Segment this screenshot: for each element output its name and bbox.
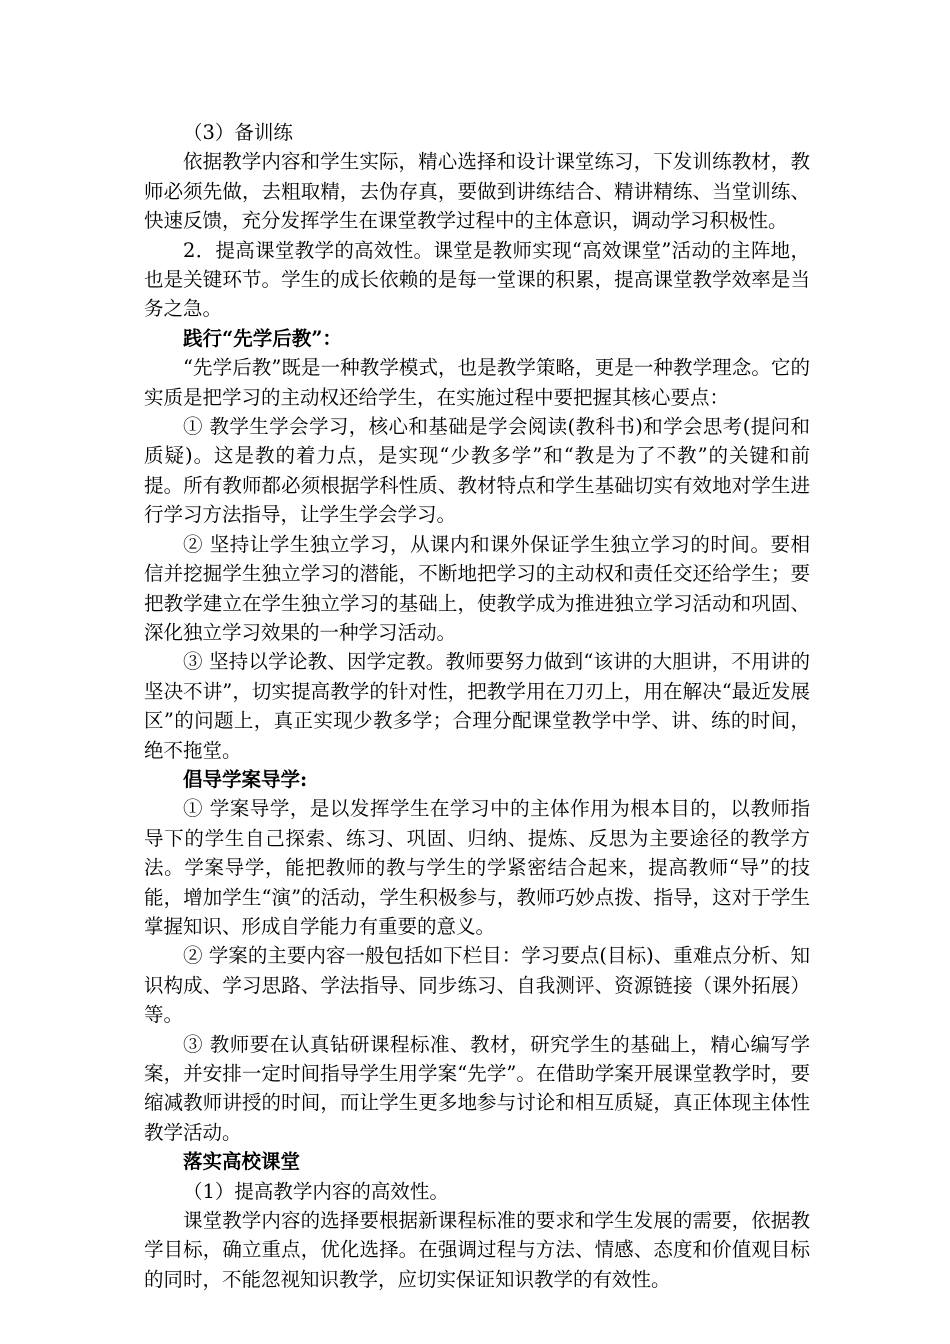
paragraph: （1）提高教学内容的高效性。 bbox=[183, 1179, 449, 1203]
section-heading: 践行“先学后教”： bbox=[183, 326, 342, 350]
paragraph: ② 坚持让学生独立学习，从课内和课外保证学生独立学习的时间。要相信并挖掘学生独立学习的潜能，不断地把学习的主动权和责任交还给学生；要把教学建立在学生独立学习的基础上，使教学成为推进独立学习活动和巩固、深化独立学习效果的一种学习活动。 bbox=[144, 532, 810, 644]
paragraph: ③ 坚持以学论教、因学定教。教师要努力做到“该讲的大胆讲，不用讲的坚决不讲”，切实提高教学的针对性，把教学用在刀刃上，用在解决“最近发展区”的问题上，真正实现少教多学；合理分配课堂教学中学、讲、练的时间，绝不拖堂。 bbox=[144, 650, 810, 762]
paragraph: 课堂教学内容的选择要根据新课程标准的要求和学生发展的需要，依据教学目标，确立重点，优化选择。在强调过程与方法、情感、态度和价值观目标的同时，不能忽视知识教学，应切实保证知识教学的有效性。 bbox=[144, 1209, 810, 1291]
paragraph: ③ 教师要在认真钻研课程标准、教材，研究学生的基础上，精心编写学案，并安排一定时间指导学生用学案“先学”。在借助学案开展课堂教学时，要缩减教师讲授的时间，而让学生更多地参与讨论和相互质疑，真正体现主体性教学活动。 bbox=[144, 1032, 810, 1144]
section-heading: 倡导学案导学: bbox=[183, 767, 308, 791]
section-heading: 落实高校课堂 bbox=[183, 1150, 301, 1174]
paragraph: 依据教学内容和学生实际，精心选择和设计课堂练习，下发训练教材，教师必须先做，去粗取精，去伪存真，要做到讲练结合、精讲精练、当堂训练、快速反馈，充分发挥学生在课堂教学过程中的主体意识，调动学习积极性。 bbox=[144, 150, 810, 233]
paragraph: 2．提高课堂教学的高效性。课堂是教师实现“高效课堂”活动的主阵地，也是关键环节。学生的成长依赖的是每一堂课的积累，提高课堂教学效率是当务之急。 bbox=[144, 238, 810, 321]
document-body bbox=[144, 118, 810, 1294]
paragraph: ① 学案导学，是以发挥学生在学习中的主体作用为根本目的，以教师指导下的学生自己探索、练习、巩固、归纳、提炼、反思为主要途径的教学方法。学案导学，能把教师的教与学生的学紧密结合起来，提高教师“导”的技能，增加学生“演”的活动，学生积极参与，教师巧妙点拨、指导，这对于学生掌握知识、形成自学能力有重要的意义。 bbox=[144, 797, 810, 938]
paragraph: ② 学案的主要内容一般包括如下栏目：学习要点(目标)、重难点分析、知识构成、学习思路、学法指导、同步练习、自我测评、资源链接（课外拓展）等。 bbox=[144, 944, 810, 1027]
paragraph: ① 教学生学会学习，核心和基础是学会阅读(教科书)和学会思考(提问和质疑)。这是教的着力点，是实现“少教多学”和“教是为了不教”的关键和前提。所有教师都必须根据学科性质、教材特点和学生基础切实有效地对学生进行学习方法指导，让学生学会学习。 bbox=[144, 415, 810, 527]
paragraph: “先学后教”既是一种教学模式，也是教学策略，更是一种教学理念。它的实质是把学习的主动权还给学生，在实施过程中要把握其核心要点： bbox=[144, 356, 810, 409]
paragraph: （3）备训练 bbox=[183, 121, 293, 144]
